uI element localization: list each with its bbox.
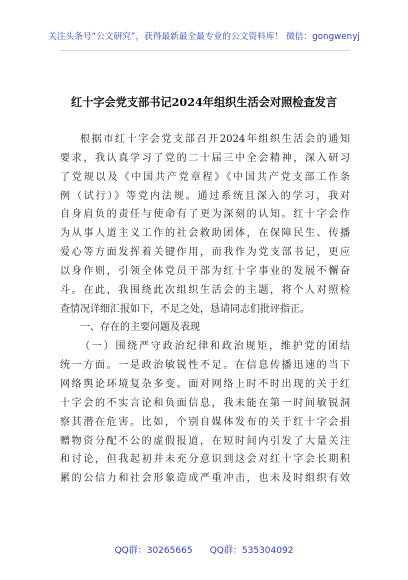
paragraph-line: 了党规以及《中国共产党章程》《中国共产党支部工作条 (60, 171, 350, 183)
paragraph-line: 赠物资分配不公的虚假报道，在短时间内引发了大量关注 (60, 435, 350, 447)
paragraph-line: 根据市红十字会党支部召开2024年组织生活会的通知 (80, 134, 350, 145)
paragraph-line: 查情况详细汇报如下，不足之处，恳请同志们批评指正。 (60, 303, 310, 315)
qq-group-label: QQ群： (114, 546, 147, 556)
paragraph-line: 十字会的不实言论和负面信息，我未能在第一时间敏锐洞 (60, 397, 350, 409)
paragraph-line: 要求，我认真学习了党的二十届三中全会精神，深入研习 (60, 152, 350, 164)
paragraph-line: 爱心等方面发挥着关键作用，而我作为党支部书记，更应 (60, 247, 350, 259)
qq-group-label: QQ群： (209, 546, 242, 556)
paragraph-line: 例（试行）》等党内法规。通过系统且深入的学习，我对 (60, 190, 350, 202)
paragraph-line: 自身肩负的责任与使命有了更为深刻的认知。红十字会作 (60, 209, 350, 221)
paragraph-line: 统一方面。一是政治敏锐性不足。在信息传播迅速的当下 (60, 360, 350, 372)
paragraph-line: 网络舆论环境复杂多变。面对网络上时不时出现的关于红 (60, 378, 350, 390)
header-divider (60, 50, 350, 51)
section-heading: 一、存在的主要问题及表现 (80, 322, 200, 334)
paragraph-line: 斗。在此，我围绕此次组织生活会的主题，将个人对照检 (60, 284, 350, 296)
paragraph-line: 和讨论，但我起初并未充分意识到这会对红十字会长期积 (60, 454, 350, 466)
document-title: 红十字会党支部书记2024年组织生活会对照检查发言 (70, 95, 338, 109)
paragraph-line: 以身作则，引领全体党员干部为红十字事业的发展不懈奋 (60, 265, 350, 277)
paragraph-line: 为从事人道主义工作的社会救助团体，在保障民生、传播 (60, 228, 350, 240)
paragraph-line: （一）围绕严守政治纪律和政治规矩，维护党的团结 (80, 341, 350, 353)
footer-contact (0, 543, 408, 556)
qq-group-number: 30265665 (146, 546, 193, 556)
qq-group-number: 535304092 (241, 546, 294, 556)
document-body (60, 131, 350, 489)
header-banner: 关注头条号“公文研究”，获得最新最全最专业的公文资料库！ 微信：gongwenyj (48, 32, 360, 42)
paragraph-line: 察其潜在危害。比如，个别自媒体发布的关于红十字会捐 (60, 416, 350, 428)
paragraph-line: 累的公信力和社会形象造成严重冲击，也未及时组织有效 (60, 473, 350, 485)
